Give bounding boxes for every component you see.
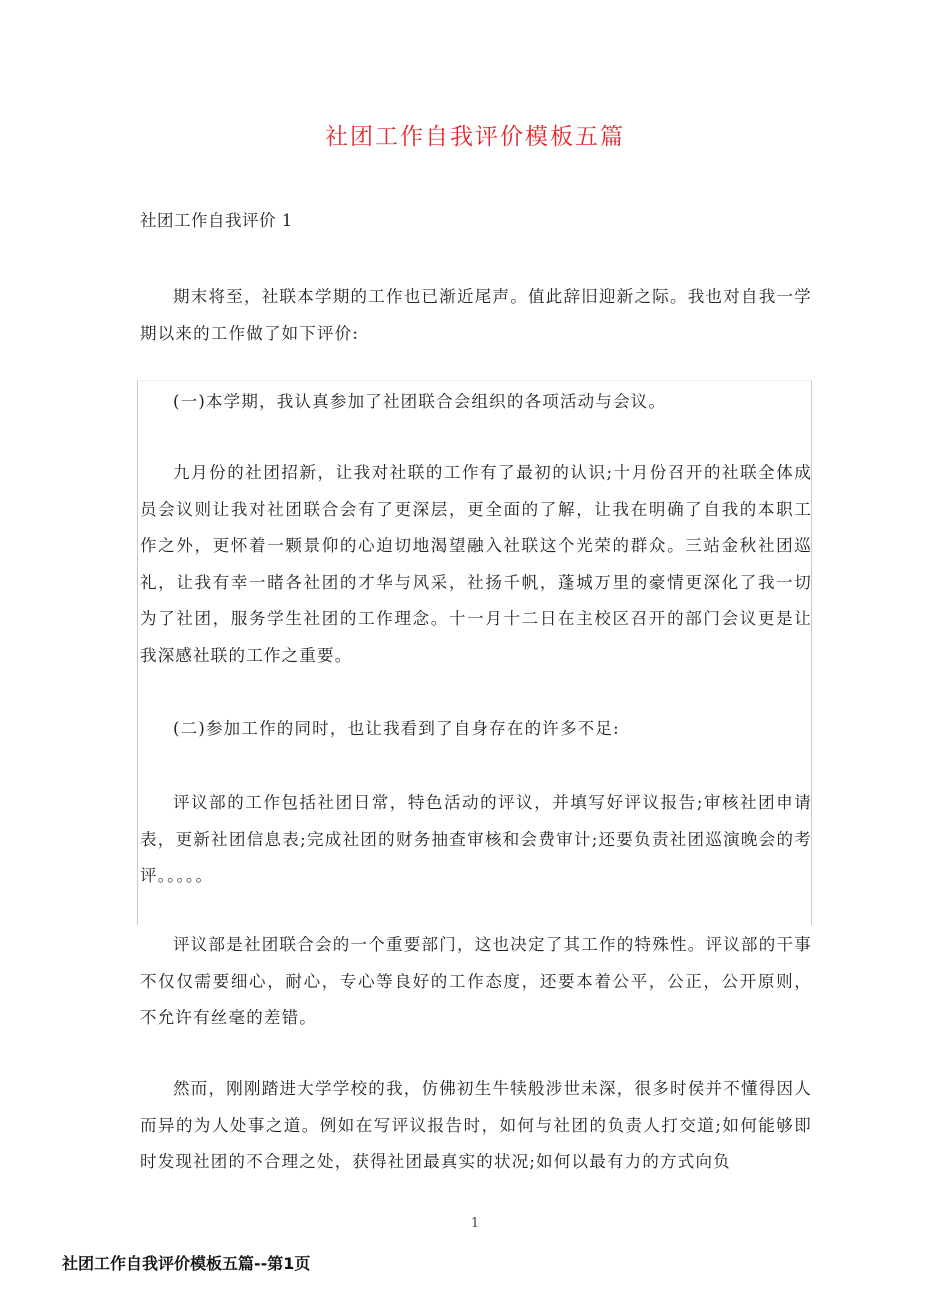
page-number: 1 (470, 1216, 480, 1231)
paragraph-september-recruitment: 九月份的社团招新，让我对社联的工作有了最初的认识;十月份召开的社联全体成员会议则让我对社团联合会有了更深层，更全面的了解，让我在明确了自我的本职工作之外，更怀着一颗景仰的心迫切地渴望融入社联这个光荣的群众。三站金秋社团巡礼，让我有幸一睹各社团的才华与风采，社扬千帆，蓬城万里的豪情更深化了我一切为了社团，服务学生社团的工作理念。十一月十二日在主校区召开的部门会议更是让我深感社联的工作之重要。 (140, 463, 812, 665)
document-title: 社团工作自我评价模板五篇 (325, 124, 625, 150)
page-footer: 社团工作自我评价模板五篇--第1页 (62, 1254, 311, 1273)
paragraph-review-dept-importance: 评议部是社团联合会的一个重要部门，这也决定了其工作的特殊性。评议部的干事不仅仅需要细心，耐心，专心等良好的工作态度，还要本着公平，公正，公开原则，不允许有丝毫的差错。 (140, 935, 812, 1027)
paragraph-part-two-heading: (二)参加工作的同时，也让我看到了自身存在的许多不足: (173, 719, 620, 738)
paragraph-however: 然而，刚刚踏进大学学校的我，仿佛初生牛犊般涉世未深，很多时侯并不懂得因人而异的为人处事之道。例如在写评议报告时，如何与社团的负责人打交道;如何能够即时发现社团的不合理之处，获得社团最真实的状况;如何以最有力的方式向负 (140, 1079, 812, 1171)
paragraph-part-one-heading: (一)本学期，我认真参加了社团联合会组织的各项活动与会议。 (173, 392, 667, 411)
paragraph-intro: 期末将至，社联本学期的工作也已渐近尾声。值此辞旧迎新之际。我也对自我一学期以来的工作做了如下评价: (140, 287, 812, 343)
paragraph-review-dept-duties: 评议部的工作包括社团日常，特色活动的评议，并填写好评议报告;审核社团申请表，更新社团信息表;完成社团的财务抽查审核和会费审计;还要负责社团巡演晚会的考评。。。。。 (140, 793, 812, 885)
section-heading: 社团工作自我评价 1 (140, 211, 293, 230)
